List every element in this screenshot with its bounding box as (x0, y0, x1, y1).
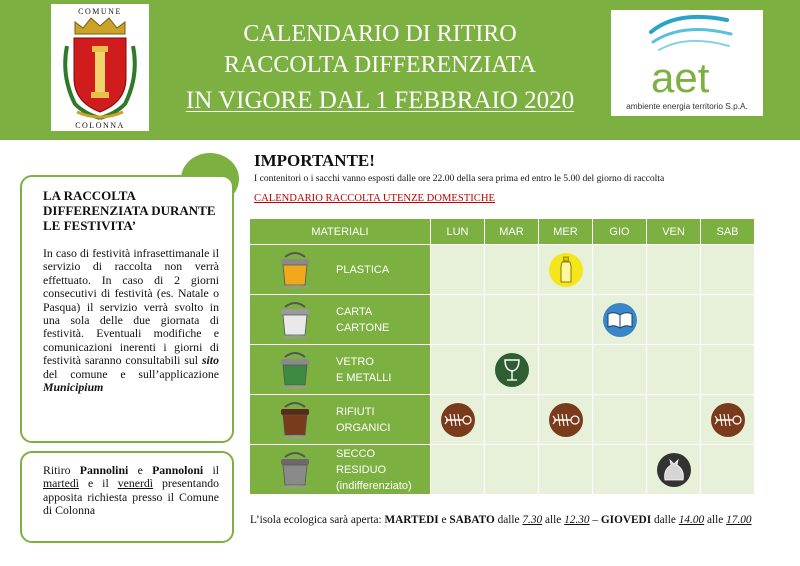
material-cell (250, 395, 431, 445)
day-cell-mer (539, 445, 593, 495)
holiday-app-name: Municipium (43, 380, 104, 395)
fishbone-icon (548, 411, 584, 428)
municipality-crest (51, 4, 149, 131)
calendar-link[interactable]: CALENDARIO RACCOLTA UTENZE DOMESTICHE (254, 193, 495, 204)
diapers-bold: Pannolini (79, 463, 129, 477)
diapers-text (43, 464, 219, 518)
table-row (250, 245, 755, 295)
waste-bin-icon (275, 451, 315, 494)
day-cell-ven (647, 245, 701, 295)
material-cell (250, 245, 431, 295)
logo-mark-text: aet (651, 54, 710, 100)
trash-bag-icon (656, 461, 692, 478)
isola-text: alle (706, 514, 724, 526)
company-logo (611, 10, 763, 116)
isola-hour: 17.00 (726, 514, 752, 526)
material-name: CARTA CARTONE (336, 306, 390, 334)
diapers-text-part: Ritiro (43, 463, 71, 477)
title-line-3: IN VIGORE DAL 1 FEBBRAIO 2020 (185, 87, 575, 114)
day-cell-ven (647, 345, 701, 395)
day-cell-lun (431, 295, 485, 345)
header-day-gio: GIO (593, 219, 647, 245)
book-icon (602, 311, 638, 328)
day-cell-gio (593, 445, 647, 495)
material-cell (250, 295, 431, 345)
material-name: VETRO E METALLI (336, 356, 392, 384)
day-cell-gio (593, 295, 647, 345)
calendar-header-row (250, 219, 755, 245)
diapers-text-part: il (212, 463, 220, 477)
crest-label-top: COMUNE (78, 7, 122, 16)
waste-bin-icon (275, 301, 315, 344)
isola-hour: 14.00 (678, 514, 705, 526)
isola-day: MARTEDI (384, 514, 439, 526)
header-banner (0, 0, 800, 140)
material-name: RIFIUTI ORGANICI (336, 406, 391, 434)
crest-shield-icon (61, 16, 139, 120)
header-day-mer: MER (539, 219, 593, 245)
diapers-day: martedì (43, 476, 80, 491)
waste-bin-icon (275, 351, 315, 394)
diapers-text-part: e il (87, 476, 109, 491)
day-cell-ven (647, 295, 701, 345)
title-line-2: RACCOLTA DIFFERENZIATA (224, 52, 536, 78)
header-day-sab: SAB (701, 219, 755, 245)
day-cell-sab (701, 445, 755, 495)
day-cell-lun (431, 445, 485, 495)
collection-calendar-table (249, 218, 755, 495)
day-cell-sab (701, 295, 755, 345)
day-cell-lun (431, 345, 485, 395)
isola-text: – (592, 514, 599, 526)
day-cell-mar (485, 395, 539, 445)
diapers-text-part: e (137, 463, 143, 477)
diapers-info-panel (20, 451, 234, 543)
diapers-bold: Pannoloni (152, 463, 204, 477)
isola-day: SABATO (449, 514, 495, 526)
material-cell (250, 445, 431, 495)
isola-hour: 12.30 (564, 514, 590, 526)
header-day-lun: LUN (431, 219, 485, 245)
diapers-text-part: presentando apposita richiesta presso il Comune di Colonna (43, 476, 220, 518)
fishbone-icon (440, 411, 476, 428)
day-cell-mer (539, 395, 593, 445)
day-cell-ven (647, 395, 701, 445)
day-cell-gio (593, 345, 647, 395)
holiday-info-panel (20, 175, 234, 443)
calendar-body (250, 245, 755, 495)
ecological-island-hours (250, 514, 752, 526)
table-row (250, 445, 755, 495)
diapers-day: venerdì (117, 476, 154, 491)
crest-label-bottom: COLONNA (75, 121, 125, 130)
day-cell-mar (485, 445, 539, 495)
important-heading: IMPORTANTE! (254, 151, 375, 170)
day-cell-mer (539, 295, 593, 345)
table-row (250, 295, 755, 345)
day-cell-mar (485, 345, 539, 395)
day-cell-ven (647, 445, 701, 495)
waste-bin-icon (275, 401, 315, 444)
material-name: PLASTICA (336, 264, 390, 276)
isola-text: dalle (497, 514, 520, 526)
holiday-heading: LA RACCOLTA DIFFERENZIATA DURANTE LE FESTIVITA’ (43, 188, 216, 233)
day-cell-sab (701, 345, 755, 395)
plastic-bottle-icon (548, 261, 584, 278)
isola-text: alle (545, 514, 562, 526)
aet-logo-icon (631, 12, 743, 100)
day-cell-sab (701, 245, 755, 295)
important-text: I contenitori o i sacchi vanno esposti dalle ore 22.00 della sera prima ed entro le 5.00 del giorno di raccolta (254, 173, 665, 184)
holiday-text-part: In caso di festività infrasettimanale il servizio di raccolta non verrà effettuato. In caso di 2 giorni consecutivi di festività (es. Natale o Pasqua) il servizio verrà svolto in una sola delle due giornata di festività. Eventuali modifiche e comunicazioni inerenti i giorni di festività saranno consultabili sul (43, 246, 219, 368)
header-day-ven: VEN (647, 219, 701, 245)
day-cell-gio (593, 245, 647, 295)
glass-icon (494, 361, 530, 378)
fishbone-icon (710, 411, 746, 428)
table-row (250, 345, 755, 395)
day-cell-mar (485, 295, 539, 345)
waste-bin-icon (275, 251, 315, 294)
title-line-1: CALENDARIO DI RITIRO (243, 21, 517, 47)
holiday-text-part: del comune e sull’applicazione (43, 366, 219, 381)
holiday-sito: sito (201, 353, 219, 368)
isola-text: e (441, 514, 447, 526)
day-cell-lun (431, 245, 485, 295)
table-row (250, 395, 755, 445)
isola-day: GIOVEDI (600, 514, 652, 526)
day-cell-sab (701, 395, 755, 445)
isola-text: L’isola ecologica sarà aperta: (250, 514, 382, 526)
header-materials: MATERIALI (250, 219, 431, 245)
day-cell-mer (539, 345, 593, 395)
isola-text: dalle (653, 514, 676, 526)
header-day-mar: MAR (485, 219, 539, 245)
day-cell-gio (593, 395, 647, 445)
material-name: SECCO RESIDUO (indifferenziato) (336, 448, 412, 492)
isola-hour: 7.30 (522, 514, 543, 526)
material-cell (250, 345, 431, 395)
holiday-text (43, 247, 219, 394)
day-cell-lun (431, 395, 485, 445)
logo-company-name: ambiente energia territorio S.p.A. (626, 101, 748, 111)
day-cell-mar (485, 245, 539, 295)
day-cell-mer (539, 245, 593, 295)
